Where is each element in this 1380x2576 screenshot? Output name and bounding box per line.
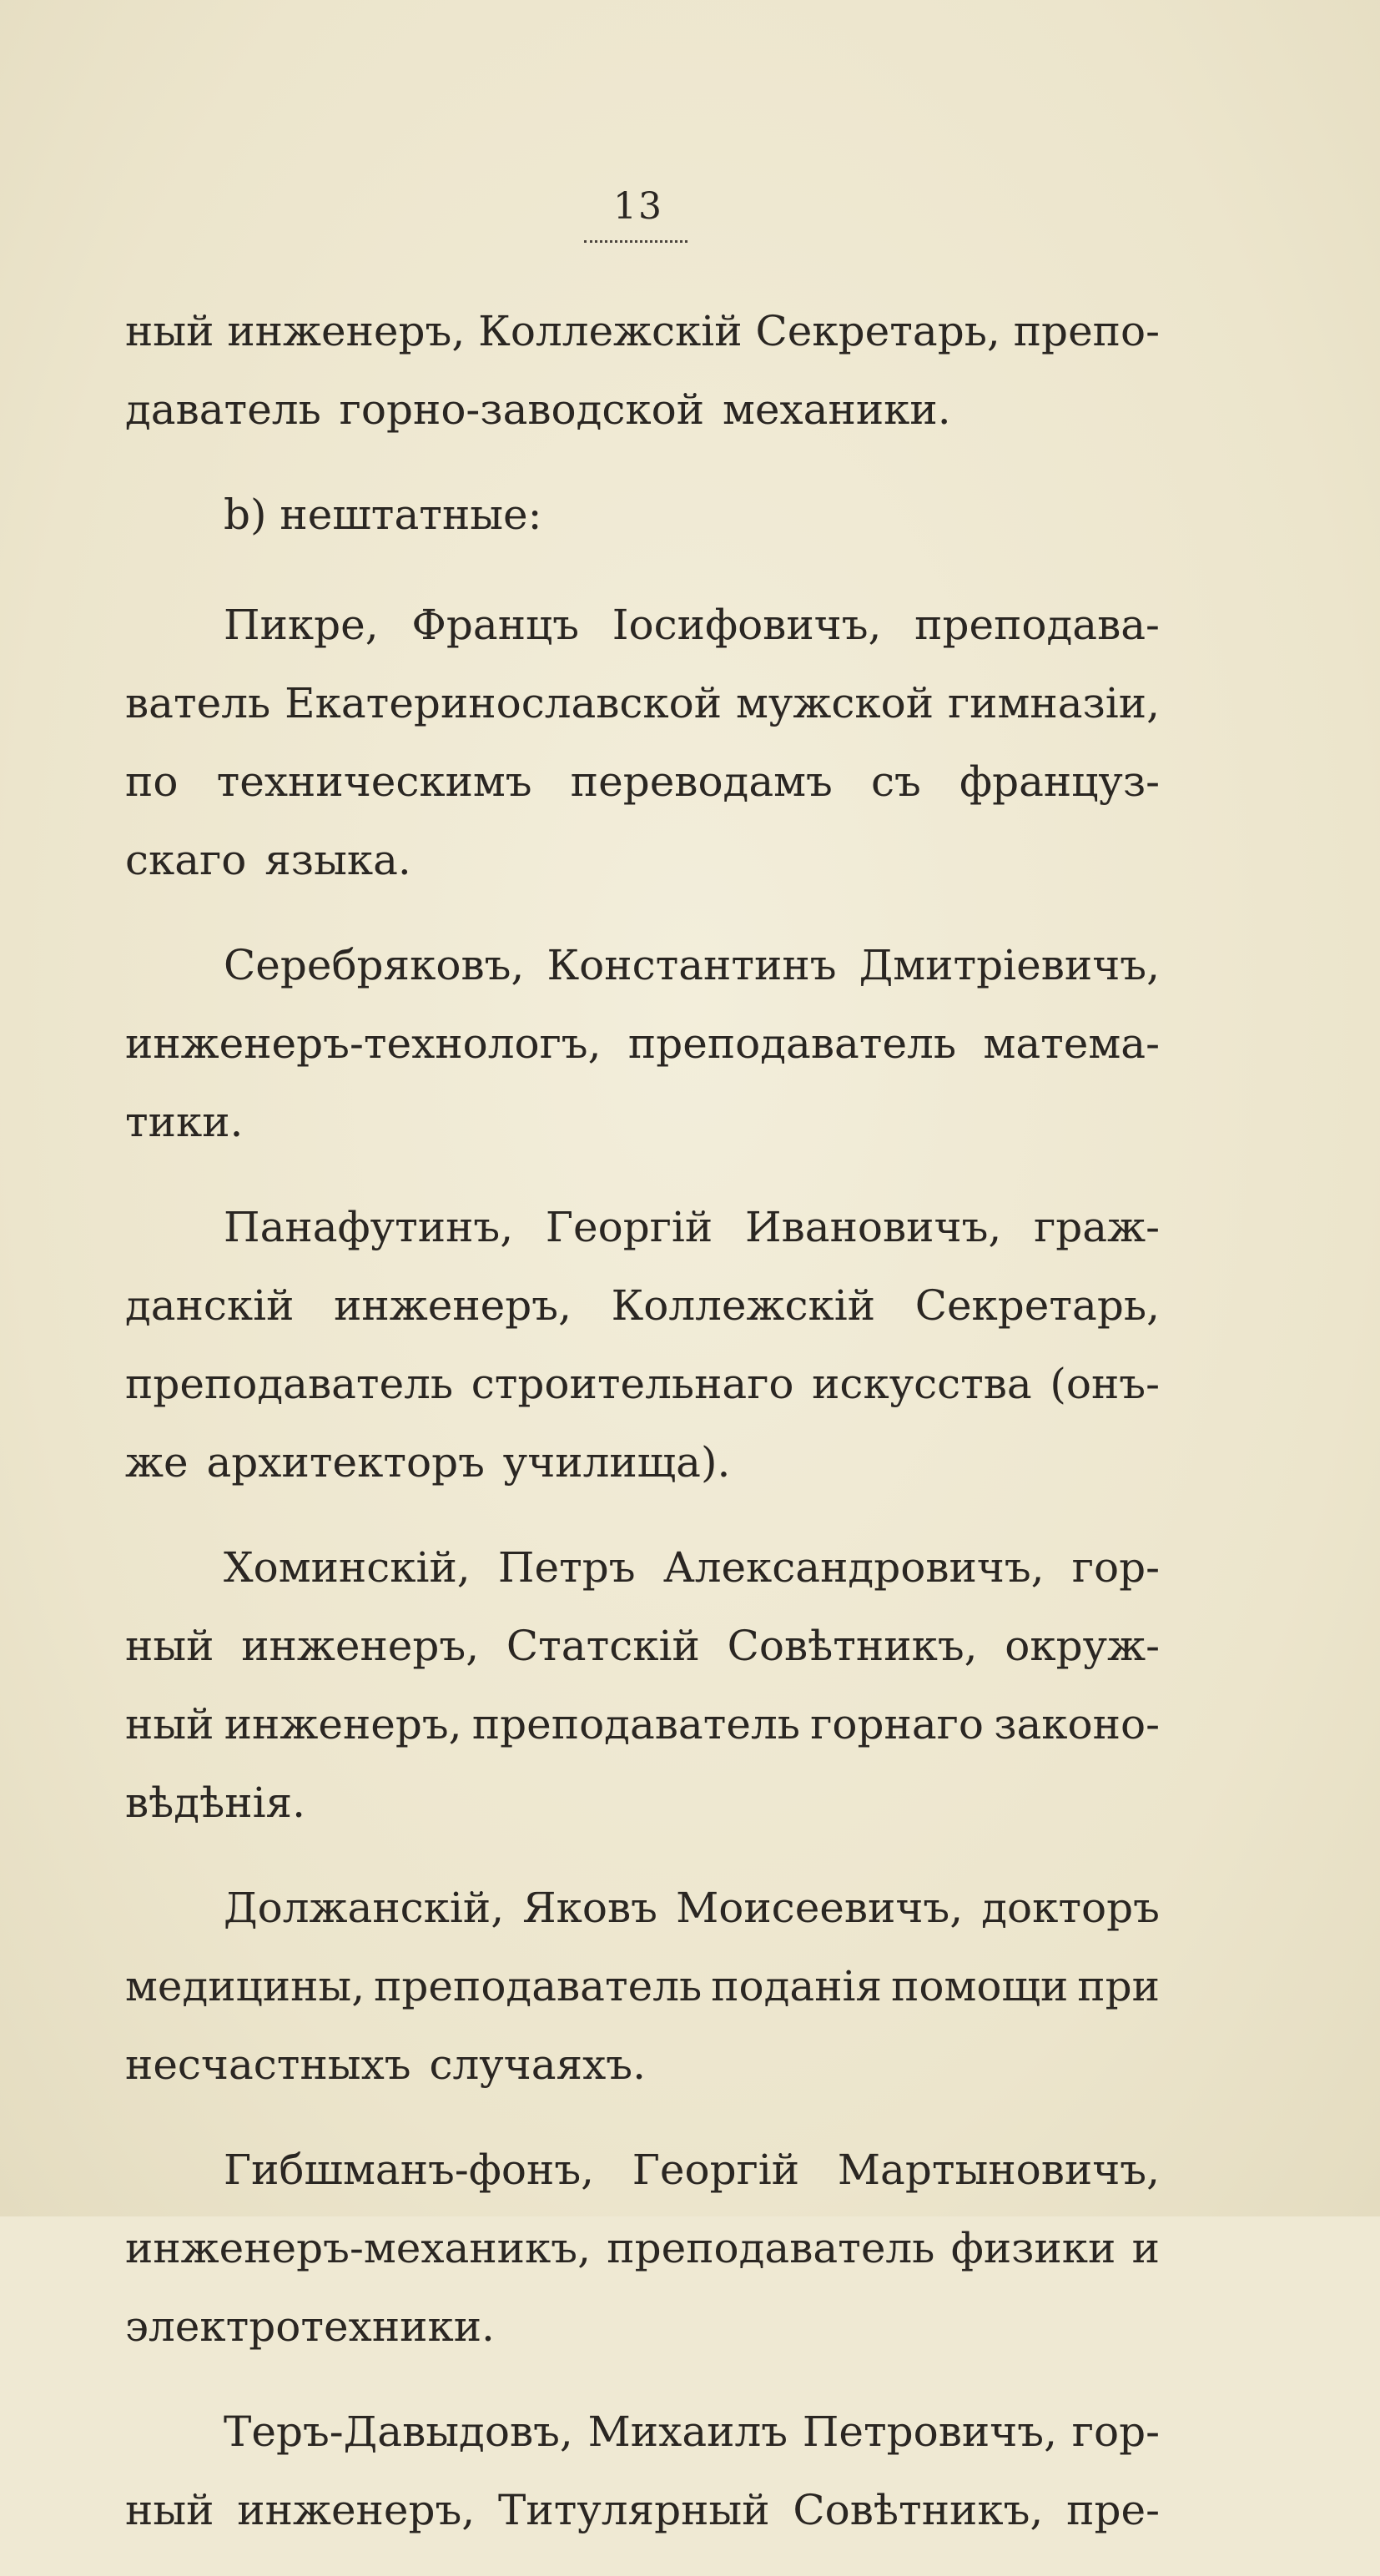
text-line [125,1607,1160,1685]
word: и [1131,2224,1160,2272]
word: Георгій [632,2146,800,2194]
page-text [125,292,1160,2576]
word: преподава- [914,601,1160,649]
word: Петровичъ, [802,2407,1058,2456]
text-line: тики. [125,1098,244,1146]
word: Статскій [506,1622,700,1670]
word: инженеръ, [241,1622,480,1670]
word: искусства [812,1360,1032,1408]
word: Пикре, [224,601,379,649]
word: строительнаго [471,1360,794,1408]
word: при [1077,1962,1160,2010]
word: физики [950,2224,1116,2272]
entry-paragraph [125,1528,1160,1842]
text-line [125,1528,1160,1607]
word: Секретарь, [914,1281,1160,1330]
word: Гибшманъ-фонъ, [224,2146,595,2194]
word: по [125,757,179,806]
word: Должанскій, [224,1884,505,1932]
word: съ [871,757,921,806]
word: Францъ [411,601,580,649]
word: горнаго [810,1700,984,1748]
text-line [125,1188,1160,1266]
entry-paragraph [125,2131,1160,2366]
word: преподаватель [607,2224,935,2272]
word: гимназіи, [947,679,1160,727]
word: инженеръ, [224,1700,462,1748]
section-subheading: b) нештатные: [224,491,542,539]
entry-paragraph [125,926,1160,1161]
word: Дмитріевичъ, [859,941,1160,989]
word: Іосифовичъ, [612,601,882,649]
word: преподаватель [374,1962,703,2010]
text-line [125,1869,1160,1947]
word: преподаватель [471,1700,800,1748]
word: Михаилъ [587,2407,788,2456]
word: Коллежскій [478,307,743,355]
text-line: даватель горно-заводской механики. [125,385,951,434]
word: Ивановичъ, [745,1203,1002,1251]
page-number: 13 [613,185,663,228]
word: преподаватель [627,1019,957,1068]
text-line [125,2392,1160,2471]
word: Константинъ [546,941,837,989]
text-line [125,1345,1160,1423]
word: ватель [125,679,271,727]
word: Совѣтникъ, [793,2486,1044,2534]
word: Моисеевичъ, [676,1884,964,1932]
word: француз- [959,757,1160,806]
word: инженеръ, [237,2486,476,2534]
text-line [125,664,1160,742]
word: Совѣтникъ, [727,1622,978,1670]
word: пре- [1066,2486,1160,2534]
word: данскій [125,1281,295,1330]
text-line [125,292,1160,370]
text-line: же архитекторъ училища). [125,1438,731,1487]
text-line: несчастныхъ случаяхъ. [125,2040,646,2089]
text-line: электротехники. [125,2302,495,2351]
page-number-rule [584,240,687,243]
continuation-paragraph [125,292,1160,449]
text-line [125,742,1160,821]
text-line [125,1685,1160,1763]
word: Екатеринославской [285,679,723,727]
word: законо- [994,1700,1160,1748]
word: докторъ [981,1884,1160,1932]
entry-paragraph [125,2392,1160,2549]
word: гор- [1071,1543,1160,1592]
word: мужской [736,679,934,727]
word: техническимъ [216,757,532,806]
word: Георгій [545,1203,713,1251]
word: (онъ- [1050,1360,1160,1408]
text-line [125,2209,1160,2287]
word: Яковъ [522,1884,657,1932]
word: Александровичъ, [662,1543,1045,1592]
word: Панафутинъ, [224,1203,514,1251]
word: гор- [1071,2407,1160,2456]
text-line: вѣдѣнія. [125,1779,305,1827]
entry-paragraph [125,1869,1160,2104]
word: инженеръ-технологъ, [125,1019,602,1068]
word: преподаватель [125,1360,454,1408]
word: поданія [711,1962,883,2010]
word: ный [125,2486,214,2534]
text-line [125,926,1160,1004]
word: Серебряковъ, [224,941,525,989]
text-line [125,1266,1160,1345]
word: Секретарь, [755,307,1000,355]
word: Мартыновичъ, [837,2146,1160,2194]
word: граж- [1034,1203,1160,1251]
word: медицины, [125,1962,365,2010]
word: окруж- [1005,1622,1160,1670]
word: Коллежскій [611,1281,876,1330]
text-line [125,586,1160,664]
word: переводамъ [570,757,833,806]
word: Теръ-Давыдовъ, [224,2407,573,2456]
text-line: скаго языка. [125,836,411,884]
text-line [125,1947,1160,2025]
entry-paragraph [125,1188,1160,1502]
word: ный [125,1700,214,1748]
word: препо- [1013,307,1160,355]
text-line [125,1004,1160,1083]
word: Титулярный [498,2486,770,2534]
word: матема- [983,1019,1160,1068]
word: инженеръ, [227,307,466,355]
word: ный [125,1622,214,1670]
word: Петръ [497,1543,636,1592]
entry-paragraph [125,586,1160,899]
text-line [125,2131,1160,2209]
word: ный [125,307,214,355]
word: инженеръ-механикъ, [125,2224,591,2272]
word: инженеръ, [334,1281,572,1330]
word: помощи [891,1962,1069,2010]
text-line [125,2471,1160,2549]
word: Хоминскій, [224,1543,471,1592]
